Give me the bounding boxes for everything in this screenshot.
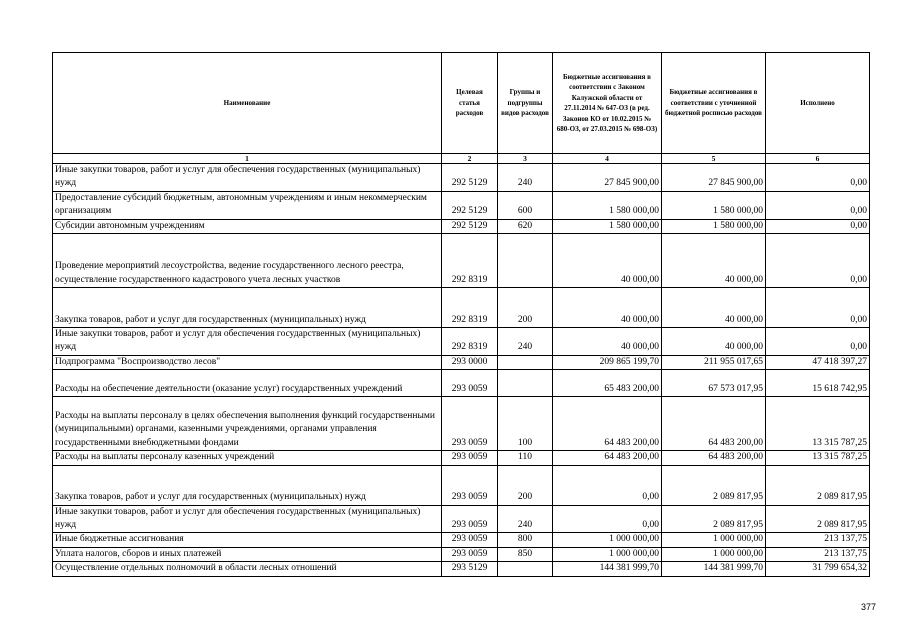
row-group: 100: [498, 397, 553, 451]
row-law: 1 580 000,00: [553, 191, 662, 219]
row-executed: 0,00: [766, 288, 870, 328]
budget-table: [52, 52, 870, 577]
row-target: 293 0059: [442, 397, 498, 451]
row-name: Иные закупки товаров, работ и услуг для обеспечения государственных (муниципальных) нужд: [53, 164, 442, 192]
row-law: 144 381 999,70: [553, 562, 662, 576]
row-group: 200: [498, 288, 553, 328]
row-name: Подпрограмма "Воспроизводство лесов": [53, 355, 442, 369]
table-row: [53, 191, 870, 219]
row-executed: 2 089 817,95: [766, 505, 870, 533]
row-schedule: 144 381 999,70: [662, 562, 766, 576]
row-schedule: 1 000 000,00: [662, 533, 766, 547]
row-law: 40 000,00: [553, 328, 662, 356]
row-name: Проведение мероприятий лесоустройства, ведение государственного лесного реестра, осуществление государственного кадастрового учета лесных участков: [53, 234, 442, 288]
row-target: 293 0059: [442, 370, 498, 397]
row-executed: 0,00: [766, 219, 870, 233]
row-schedule: 1 580 000,00: [662, 219, 766, 233]
row-schedule: 2 089 817,95: [662, 505, 766, 533]
header-groups: Группы и подгруппы видов расходов: [498, 53, 553, 154]
row-target: 293 0059: [442, 547, 498, 561]
row-group: 240: [498, 164, 553, 192]
row-executed: 0,00: [766, 191, 870, 219]
row-law: 64 483 200,00: [553, 397, 662, 451]
row-schedule: 1 580 000,00: [662, 191, 766, 219]
row-law: 27 845 900,00: [553, 164, 662, 192]
table-row: [53, 219, 870, 233]
header-row: [53, 53, 870, 154]
header-executed: Исполнено: [766, 53, 870, 154]
row-group: [498, 370, 553, 397]
table-row: [53, 505, 870, 533]
row-target: 293 0059: [442, 451, 498, 465]
row-law: 1 000 000,00: [553, 533, 662, 547]
colnum: 1: [53, 154, 442, 164]
colnum: 5: [662, 154, 766, 164]
row-name: Закупка товаров, работ и услуг для государственных (муниципальных) нужд: [53, 465, 442, 505]
header-target: Целевая статья расходов: [442, 53, 498, 154]
row-law: 1 580 000,00: [553, 219, 662, 233]
row-executed: 0,00: [766, 234, 870, 288]
colnum: 6: [766, 154, 870, 164]
row-executed: 213 137,75: [766, 547, 870, 561]
row-group: 600: [498, 191, 553, 219]
row-schedule: 211 955 017,65: [662, 355, 766, 369]
row-target: 292 5129: [442, 219, 498, 233]
row-name: Иные бюджетные ассигнования: [53, 533, 442, 547]
table-row: [53, 328, 870, 356]
row-name: Уплата налогов, сборов и иных платежей: [53, 547, 442, 561]
row-executed: 31 799 654,32: [766, 562, 870, 576]
table-row: [53, 288, 870, 328]
row-name: Предоставление субсидий бюджетным, автономным учреждениям и иным некоммерческим организациям: [53, 191, 442, 219]
row-group: 850: [498, 547, 553, 561]
colnum: 4: [553, 154, 662, 164]
row-law: 0,00: [553, 465, 662, 505]
row-executed: 13 315 787,25: [766, 397, 870, 451]
colnum: 2: [442, 154, 498, 164]
row-schedule: 2 089 817,95: [662, 465, 766, 505]
table-row: [53, 465, 870, 505]
row-executed: 13 315 787,25: [766, 451, 870, 465]
row-group: [498, 234, 553, 288]
row-schedule: 64 483 200,00: [662, 451, 766, 465]
row-name: Иные закупки товаров, работ и услуг для обеспечения государственных (муниципальных) нужд: [53, 328, 442, 356]
row-group: 110: [498, 451, 553, 465]
row-executed: 15 618 742,95: [766, 370, 870, 397]
table-row: [53, 397, 870, 451]
row-target: 293 0059: [442, 533, 498, 547]
row-target: 293 0059: [442, 465, 498, 505]
table-row: [53, 451, 870, 465]
row-law: 65 483 200,00: [553, 370, 662, 397]
row-schedule: 40 000,00: [662, 288, 766, 328]
row-executed: 0,00: [766, 328, 870, 356]
row-group: [498, 355, 553, 369]
row-executed: 0,00: [766, 164, 870, 192]
row-name: Расходы на выплаты персоналу казенных учреждений: [53, 451, 442, 465]
page-number: 377: [861, 602, 877, 612]
row-law: 64 483 200,00: [553, 451, 662, 465]
row-group: 620: [498, 219, 553, 233]
row-name: Закупка товаров, работ и услуг для государственных (муниципальных) нужд: [53, 288, 442, 328]
row-group: 800: [498, 533, 553, 547]
row-executed: 2 089 817,95: [766, 465, 870, 505]
row-schedule: 40 000,00: [662, 234, 766, 288]
row-name: Субсидии автономным учреждениям: [53, 219, 442, 233]
table-row: [53, 164, 870, 192]
row-name: Расходы на выплаты персоналу в целях обеспечения выполнения функций государственными (муниципальными) органами, казенными учреждениями, органами управления государственными внебюджетными фондами: [53, 397, 442, 451]
table-row: [53, 533, 870, 547]
table-row: [53, 370, 870, 397]
row-schedule: 27 845 900,00: [662, 164, 766, 192]
row-target: 293 5129: [442, 562, 498, 576]
header-name: Наименование: [53, 53, 442, 154]
row-target: 292 8319: [442, 234, 498, 288]
row-target: 292 8319: [442, 288, 498, 328]
row-group: 240: [498, 328, 553, 356]
column-numbers-row: [53, 154, 870, 164]
row-target: 292 8319: [442, 328, 498, 356]
row-schedule: 1 000 000,00: [662, 547, 766, 561]
row-name: Расходы на обеспечение деятельности (оказание услуг) государственных учреждений: [53, 370, 442, 397]
colnum: 3: [498, 154, 553, 164]
row-group: 200: [498, 465, 553, 505]
row-law: 209 865 199,70: [553, 355, 662, 369]
row-executed: 213 137,75: [766, 533, 870, 547]
row-group: [498, 562, 553, 576]
table-row: [53, 234, 870, 288]
row-schedule: 67 573 017,95: [662, 370, 766, 397]
row-law: 40 000,00: [553, 234, 662, 288]
row-target: 293 0000: [442, 355, 498, 369]
row-name: Иные закупки товаров, работ и услуг для обеспечения государственных (муниципальных) нужд: [53, 505, 442, 533]
row-law: 0,00: [553, 505, 662, 533]
header-schedule: Бюджетные ассигнования в соответствии с уточненной бюджетной росписью расходов: [662, 53, 766, 154]
row-target: 292 5129: [442, 191, 498, 219]
row-schedule: 64 483 200,00: [662, 397, 766, 451]
row-target: 292 5129: [442, 164, 498, 192]
header-law: Бюджетные ассигнования в соответствии с Законом Калужской области от 27.11.2014 № 647-ОЗ (в ред. Законов КО от 10.02.2015 № 680-ОЗ, от 27.03.2015 № 698-ОЗ): [553, 53, 662, 154]
row-schedule: 40 000,00: [662, 328, 766, 356]
row-target: 293 0059: [442, 505, 498, 533]
row-law: 1 000 000,00: [553, 547, 662, 561]
row-law: 40 000,00: [553, 288, 662, 328]
row-name: Осуществление отдельных полномочий в области лесных отношений: [53, 562, 442, 576]
table-row: [53, 547, 870, 561]
row-group: 240: [498, 505, 553, 533]
table-row: [53, 355, 870, 369]
table-row: [53, 562, 870, 576]
row-executed: 47 418 397,27: [766, 355, 870, 369]
